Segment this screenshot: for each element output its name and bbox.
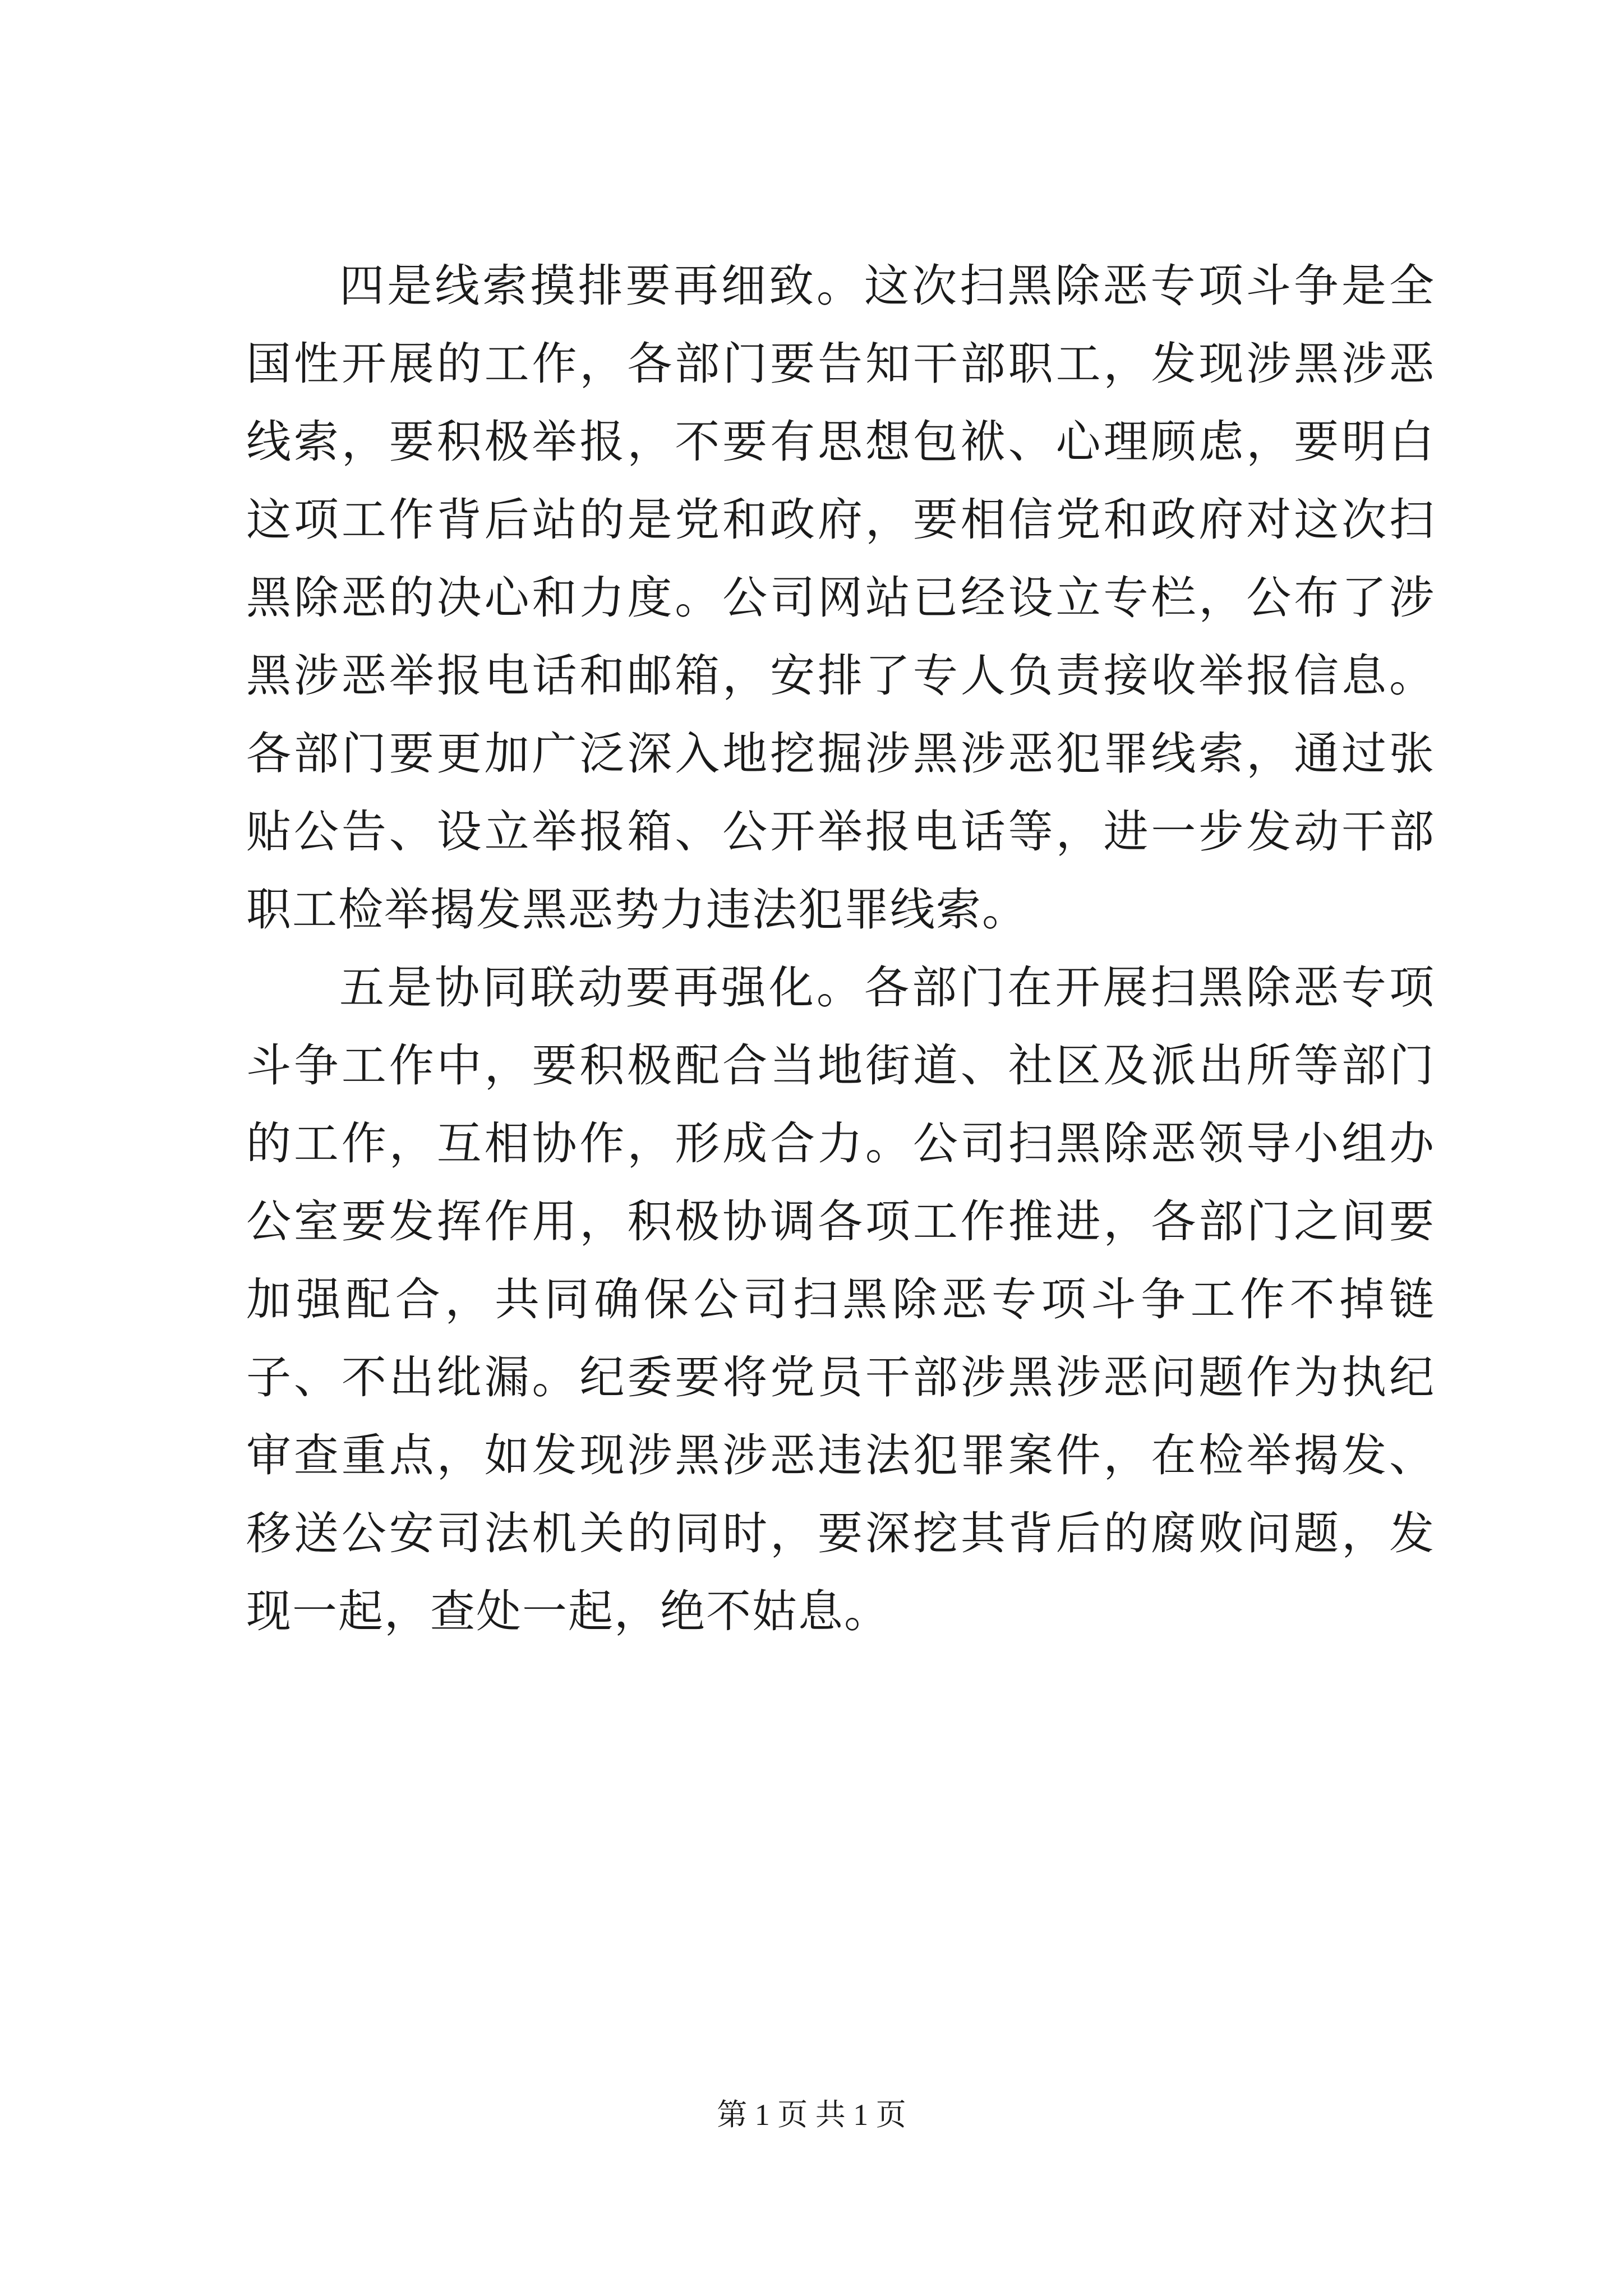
page-footer: 第 1 页 共 1 页: [717, 2098, 906, 2132]
document-body: [246, 247, 1435, 1650]
paragraph-coordination: 五是协同联动要再强化。各部门在开展扫黑除恶专项斗争工作中，要积极配合当地街道、社区及派出所等部门的工作，互相协作，形成合力。公司扫黑除恶领导小组办公室要发挥作用，积极协调各项工作推进，各部门之间要加强配合，共同确保公司扫黑除恶专项斗争工作不掉链子、不出纰漏。纪委要将党员干部涉黑涉恶问题作为执纪审查重点，如发现涉黑涉恶违法犯罪案件，在检举揭发、移送公安司法机关的同时，要深挖其背后的腐败问题，发现一起，查处一起，绝不姑息。: [246, 961, 1435, 1637]
paragraph-clue-investigation: 四是线索摸排要再细致。这次扫黑除恶专项斗争是全国性开展的工作，各部门要告知干部职工，发现涉黑涉恶线索，要积极举报，不要有思想包袱、心理顾虑，要明白这项工作背后站的是党和政府，要相信党和政府对这次扫黑除恶的决心和力度。公司网站已经设立专栏，公布了涉黑涉恶举报电话和邮箱，安排了专人负责接收举报信息。各部门要更加广泛深入地挖掘涉黑涉恶犯罪线索，通过张贴公告、设立举报箱、公开举报电话等，进一步发动干部职工检举揭发黑恶势力违法犯罪线索。: [246, 260, 1435, 936]
